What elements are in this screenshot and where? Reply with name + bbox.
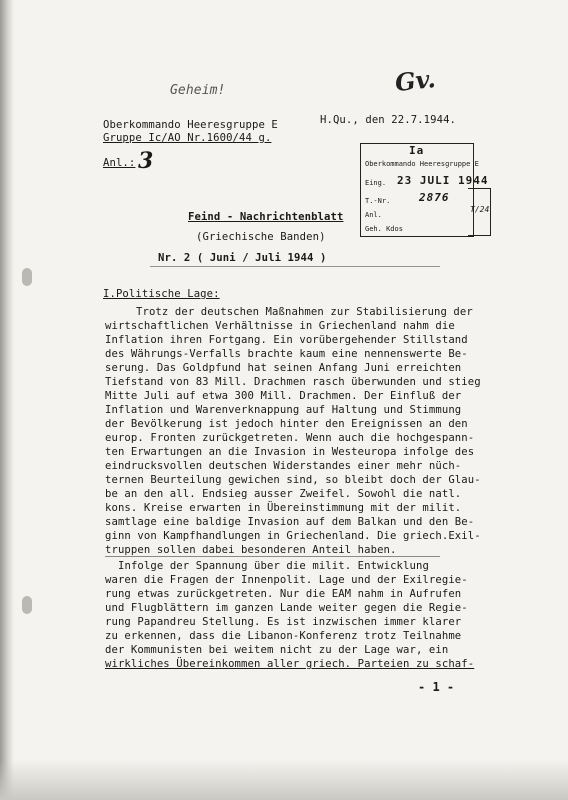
annex-number: 3 [138, 148, 154, 174]
body-line: rung Papandreu Stellung. Es ist inzwischen immer klarer [105, 616, 462, 628]
stamp-org: Oberkommando Heeresgruppe E [365, 160, 479, 168]
stamp-received-label: Eing. [365, 179, 387, 187]
body-line: und Flugblättern im ganzen Lande weiter gegen die Regie- [105, 602, 468, 614]
body-line: ten Erwartungen an die Invasion in Westeuropa infolge des [105, 446, 475, 458]
body-line: des Währungs-Verfalls brachte kaum eine nennenswerte Be- [105, 348, 468, 360]
body-line: Tiefstand von 83 Mill. Drachmen rasch überwunden und stieg [105, 376, 481, 388]
body-line: rung etwas zurückgetreten. Nur die EAM nahm in Aufrufen [105, 588, 462, 600]
stamp-title: Ia [409, 144, 425, 157]
body-line: be an den all. Endsieg ausser Zweifel. Sowohl die natl. [105, 488, 462, 500]
punch-hole-bottom [22, 596, 32, 614]
issue-line: Nr. 2 ( Juni / Juli 1944 ) [158, 252, 327, 264]
paragraph-rule [105, 556, 440, 557]
sender-line-1: Oberkommando Heeresgruppe E [103, 119, 278, 131]
scan-shadow-left [0, 0, 14, 800]
body-line: wirkliches Übereinkommen aller griech. Parteien zu schaf- [105, 658, 475, 670]
annex-label: Anl.: [103, 157, 136, 169]
body-line: der Bevölkerung ist jedoch hinter den Ereignissen an den [105, 418, 468, 430]
place-date: H.Qu., den 22.7.1944. [320, 114, 457, 126]
body-line: ginn von Kampfhandlungen in Griechenland. Die griech.Exil- [105, 530, 481, 542]
stamp-received-date: 23 JULI 1944 [397, 174, 489, 187]
body-line: serung. Das Goldpfund hat seinen Anfang Juni erreichten [105, 362, 462, 374]
stamp-annex-label: Anl. [365, 211, 382, 219]
body-line: Mitte Juli auf etwa 300 Mill. Drachmen. Der Einfluß der [105, 390, 462, 402]
body-line: kons. Kreise erwarten in Übereinstimmung mit der milit. [105, 502, 462, 514]
body-line: waren die Fragen der Innenpolit. Lage und der Exilregie- [105, 574, 468, 586]
title-rule [150, 266, 440, 267]
body-line: der Kommunisten bei weitem nicht zu der Lage war, ein [105, 644, 449, 656]
punch-hole-top [22, 268, 32, 286]
stamp-journal-number: 2876 [419, 191, 450, 204]
body-line: eindrucksvollen deutschen Widerstandes einer mehr nüch- [105, 460, 462, 472]
body-line: truppen sollen dabei besonderen Anteil haben. [105, 544, 397, 556]
body-line: europ. Fronten zurückgetreten. Wenn auch die hochgespann- [105, 432, 475, 444]
section-heading: I.Politische Lage: [103, 288, 220, 300]
scan-shadow-bottom [0, 760, 568, 800]
stamp-journal-label: T.-Nr. [365, 197, 391, 205]
body-line: Trotz der deutschen Maßnahmen zur Stabilisierung der [136, 306, 473, 318]
body-line: Inflation ihren Fortgang. Ein vorübergehender Stillstand [105, 334, 468, 346]
stamp-corner-mark: T/24 [470, 205, 490, 214]
page-number: - 1 - [418, 680, 455, 694]
document-subtitle: (Griechische Banden) [196, 231, 326, 243]
stamp-corner-box [468, 188, 491, 236]
body-line: ternen Beurteilung gewichen sind, so bleibt doch der Glau- [105, 474, 481, 486]
body-line: Infolge der Spannung über die milit. Entwicklung [118, 560, 429, 572]
handwritten-signature: Gv. [393, 63, 437, 98]
stamp-index-label: Geh. Kdos [365, 225, 403, 233]
body-line: zu erkennen, dass die Libanon-Konferenz trotz Teilnahme [105, 630, 462, 642]
top-scribble: Geheim! [170, 83, 226, 98]
body-line: Inflation und Warenverknappung auf Haltung und Stimmung [105, 404, 462, 416]
receipt-stamp [360, 143, 490, 237]
sender-line-2: Gruppe Ic/AO Nr.1600/44 g. [103, 132, 272, 144]
body-line: samtlage eine baldige Invasion auf dem Balkan und den Be- [105, 516, 475, 528]
body-line: wirtschaftlichen Verhältnisse in Griechenland nahm die [105, 320, 455, 332]
document-title: Feind - Nachrichtenblatt [188, 211, 344, 223]
